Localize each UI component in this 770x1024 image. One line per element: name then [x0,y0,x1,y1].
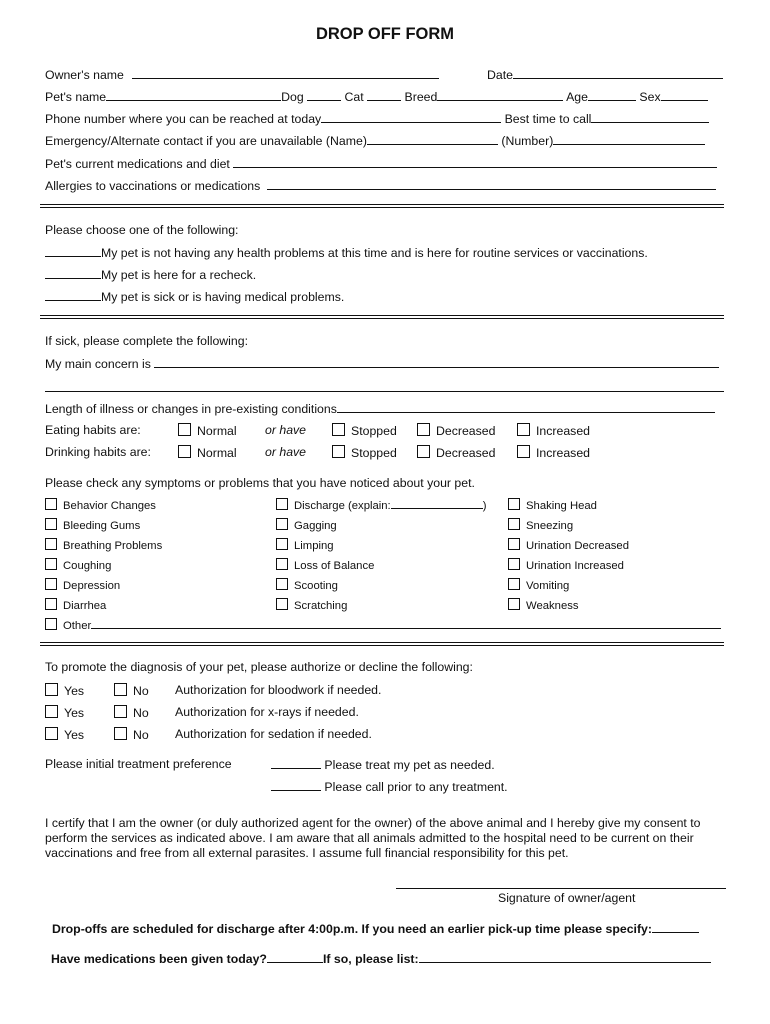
checkbox[interactable] [114,705,127,718]
yes-label: Yes [64,684,85,698]
symptom-label: Discharge (explain: [294,500,391,512]
authorize-heading: To promote the diagnosis of your pet, please authorize or decline the following: [45,660,473,674]
signature-label: Signature of owner/agent [498,891,636,905]
eating-decreased[interactable] [417,423,495,438]
symptom-label: Other [63,620,92,632]
symptom-label: Depression [63,580,121,592]
checkbox[interactable] [508,518,520,530]
or-have-label: or have [265,445,307,459]
checkbox[interactable] [508,538,520,550]
symptom-label: Coughing [63,560,112,572]
symptom-behavior-changes[interactable] [45,498,156,513]
age-label: Age [566,90,588,104]
phone-row [45,111,709,126]
option-label: Increased [536,424,591,438]
checkbox[interactable] [114,683,127,696]
date-row [487,67,723,82]
meds-row [51,951,711,966]
pet-row [45,89,708,104]
checkbox[interactable] [45,618,57,630]
symptom-loss-of-balance[interactable] [276,558,374,573]
owner-name-field[interactable] [132,67,439,79]
emergency-name-field[interactable] [367,133,498,145]
breed-label: Breed [404,90,438,104]
length-label: Length of illness or changes in pre-existing conditions [45,402,337,416]
date-field[interactable] [513,67,723,79]
choice-heading: Please choose one of the following: [45,223,239,237]
emergency-number-field[interactable] [553,133,705,145]
symptom-label: Urination Increased [526,560,624,572]
checkbox[interactable] [276,518,288,530]
option-label: Decreased [436,424,496,438]
choice-blank-sick[interactable] [45,289,101,301]
symptom-limping[interactable] [276,538,334,553]
checkbox[interactable] [508,598,520,610]
sex-field[interactable] [661,89,708,101]
symptom-breathing-problems[interactable] [45,538,162,553]
discharge-explain-field[interactable] [391,498,483,509]
length-row [45,401,715,416]
section-divider [40,204,724,208]
length-field[interactable] [337,401,715,413]
checkbox[interactable] [45,705,58,718]
pref-treat-field[interactable] [271,757,321,769]
option-label: Stopped [351,446,397,460]
concern-row [45,356,719,371]
choice-text-recheck: My pet is here for a recheck. [101,268,257,282]
sick-heading: If sick, please complete the following: [45,334,249,348]
eating-normal[interactable] [178,423,237,438]
dog-label: Dog [281,90,304,104]
best-time-field[interactable] [591,111,709,123]
checkbox[interactable] [45,578,57,590]
checkbox[interactable] [276,578,288,590]
dropoff-row [52,921,699,936]
checkbox[interactable] [45,598,57,610]
symptom-label: Urination Decreased [526,540,629,552]
choice-blank-routine[interactable] [45,245,101,257]
checkbox[interactable] [417,445,430,458]
checkbox[interactable] [508,578,520,590]
checkbox[interactable] [276,598,288,610]
drinking-increased[interactable] [517,445,590,460]
symptom-coughing[interactable] [45,558,111,573]
symptom-label: Scooting [294,580,338,592]
signature-line[interactable] [396,888,726,889]
certify-text: I certify that I am the owner (or duly authorized agent for the owner) of the above animal and I hereby give my consent to perform the services as indicated above. I am aware that all animals admitted to the hospital need to be current on their vaccinations and free from all external parasites. I assume full financial responsibility for this pet. [45,816,701,860]
date-label: Date [487,68,513,82]
auth-no-sedation[interactable] [114,727,149,742]
concern-field[interactable] [154,356,719,368]
auth-bloodwork-label: Authorization for bloodwork if needed. [175,683,382,697]
pref-treat [271,757,495,772]
option-label: Stopped [351,424,397,438]
pref-treat-label: Please treat my pet as needed. [324,758,495,772]
checkbox[interactable] [45,683,58,696]
allergies-label: Allergies to vaccinations or medications [45,179,261,193]
pref-call [271,779,508,794]
checkbox[interactable] [508,498,520,510]
phone-label: Phone number where you can be reached at today [45,112,322,126]
concern-label: My main concern is [45,357,151,371]
no-label: No [133,684,149,698]
symptom-depression[interactable] [45,578,120,593]
symptom-label: Diarrhea [63,600,107,612]
symptom-label: Bleeding Gums [63,520,141,532]
pref-call-field[interactable] [271,779,321,791]
checkbox[interactable] [45,558,57,570]
auth-yes-bloodwork[interactable] [45,683,84,698]
symptom-scratching[interactable] [276,598,347,613]
checkbox[interactable] [276,498,288,510]
other-field[interactable] [91,618,721,629]
choice-text-sick: My pet is sick or is having medical problems. [101,290,345,304]
choice-option-recheck [45,267,256,282]
form-title: DROP OFF FORM [315,25,455,43]
allergies-row [45,178,716,193]
sex-label: Sex [639,90,661,104]
symptom-gagging[interactable] [276,518,337,533]
auth-no-xrays[interactable] [114,705,149,720]
symptom-label: Limping [294,540,334,552]
emergency-label: Emergency/Alternate contact if you are unavailable (Name) [45,134,367,148]
drinking-normal[interactable] [178,445,237,460]
symptom-label: Behavior Changes [63,500,156,512]
close-paren: ) [482,500,487,512]
eating-increased[interactable] [517,423,590,438]
allergies-field[interactable] [267,178,716,190]
checkbox[interactable] [45,538,57,550]
symptom-label: Shaking Head [526,500,597,512]
meds-text: Have medications been given today? [51,952,267,966]
symptom-label: Scratching [294,600,348,612]
checkbox[interactable] [508,558,520,570]
symptom-label: Loss of Balance [294,560,375,572]
symptom-label: Breathing Problems [63,540,163,552]
eating-label: Eating habits are: [45,423,141,437]
choice-text-routine: My pet is not having any health problems at this time and is here for routine services or vaccinations. [101,246,648,260]
yes-label: Yes [64,706,85,720]
pet-name-field[interactable] [106,89,281,101]
checkbox[interactable] [517,423,530,436]
medications-row [45,156,717,171]
checkbox[interactable] [45,727,58,740]
if-so-text: If so, please list: [322,952,419,966]
medications-label: Pet's current medications and diet [45,157,230,171]
symptom-vomiting[interactable] [508,578,569,593]
symptom-bleeding-gums[interactable] [45,518,140,533]
checkbox[interactable] [417,423,430,436]
drinking-stopped[interactable] [332,445,397,460]
auth-sedation-label: Authorization for sedation if needed. [175,727,372,741]
symptom-sneezing[interactable] [508,518,573,533]
choice-option-sick [45,289,344,304]
auth-yes-xrays[interactable] [45,705,84,720]
option-label: Increased [536,446,591,460]
age-field[interactable] [588,89,636,101]
pet-name-label: Pet's name [45,90,107,104]
breed-field[interactable] [437,89,563,101]
symptom-label: Gagging [294,520,337,532]
symptom-label: Sneezing [526,520,574,532]
cat-label: Cat [344,90,364,104]
option-label: Normal [197,424,237,438]
symptom-urination-decreased[interactable] [508,538,629,553]
number-label: (Number) [501,134,554,148]
meds-given-field[interactable] [267,951,323,963]
option-label: Normal [197,446,237,460]
no-label: No [133,706,149,720]
auth-xrays-label: Authorization for x-rays if needed. [175,705,359,719]
checkbox[interactable] [332,423,345,436]
checkbox[interactable] [332,445,345,458]
checkbox[interactable] [178,423,191,436]
owner-name-label: Owner's name [45,68,124,82]
auth-no-bloodwork[interactable] [114,683,149,698]
checkbox[interactable] [45,518,57,530]
option-label: Decreased [436,446,496,460]
cat-field[interactable] [367,89,401,101]
concern-field-line-2[interactable] [45,391,724,392]
choice-option-routine [45,245,648,260]
pickup-time-field[interactable] [652,921,699,933]
checkbox[interactable] [517,445,530,458]
emergency-row [45,133,705,148]
dropoff-text: Drop-offs are scheduled for discharge after 4:00p.m. If you need an earlier pick-up time please specify: [52,922,652,936]
best-time-label: Best time to call [504,112,592,126]
section-divider [40,642,724,646]
section-divider [40,315,724,319]
phone-field[interactable] [321,111,501,123]
or-have-label: or have [265,423,307,437]
checkbox[interactable] [114,727,127,740]
pref-call-label: Please call prior to any treatment. [324,780,508,794]
checkbox[interactable] [276,538,288,550]
initial-label: Please initial treatment preference [45,757,232,771]
symptom-discharge[interactable] [276,498,486,513]
meds-list-field[interactable] [419,951,711,963]
no-label: No [133,728,149,742]
symptom-urination-increased[interactable] [508,558,624,573]
symptom-label: Weakness [526,600,579,612]
symptom-diarrhea[interactable] [45,598,106,613]
checkbox[interactable] [178,445,191,458]
drinking-decreased[interactable] [417,445,495,460]
choice-blank-recheck[interactable] [45,267,101,279]
symptom-other[interactable] [45,618,721,633]
medications-field[interactable] [233,156,717,168]
symptom-weakness[interactable] [508,598,579,613]
owner-name-row [45,67,439,82]
symptom-label: Vomiting [526,580,570,592]
checkbox[interactable] [45,498,57,510]
drinking-label: Drinking habits are: [45,445,151,459]
auth-yes-sedation[interactable] [45,727,84,742]
eating-stopped[interactable] [332,423,397,438]
yes-label: Yes [64,728,85,742]
symptoms-heading: Please check any symptoms or problems that you have noticed about your pet. [45,476,475,490]
symptom-shaking-head[interactable] [508,498,597,513]
symptom-scooting[interactable] [276,578,338,593]
checkbox[interactable] [276,558,288,570]
dog-field[interactable] [307,89,341,101]
